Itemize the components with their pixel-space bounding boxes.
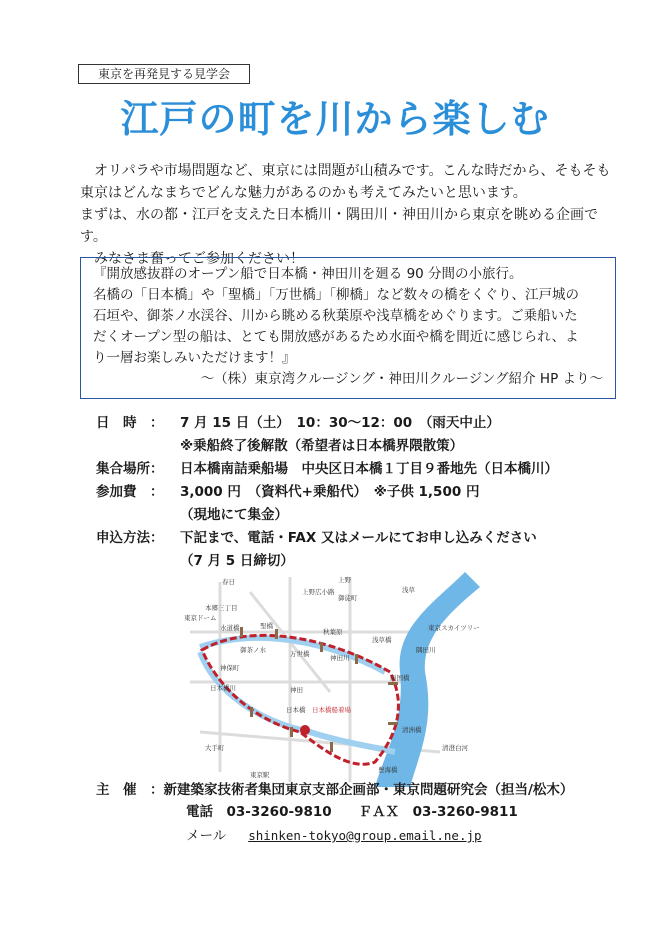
map-label-kanda: 神田 [290,686,303,694]
apply-value: 下記まで、電話・FAX 又はメールにてお申し込みください [180,530,537,546]
map-label-nihonbashi-river: 日本橋川 [210,684,236,692]
date-note: ※乗船終了後解散（希望者は日本橋界隈散策） [180,438,464,454]
contact-phone-fax: 電話 03-3260-9810 ＦＡＸ 03-3260-9811 [186,804,518,820]
organizer-value: 新建築家技術者集団東京支部企画部・東京問題研究会（担当/松木） [163,782,574,798]
map-label-ryogoku: 両国橋 [390,674,410,682]
intro-line: みなさま奮ってご参加ください！ [80,251,304,267]
quote-line: 『開放感抜群のオープン船で日本橋・神田川を廻る 90 分間の小旅行。 [93,266,523,282]
map-label-mansei: 万世橋 [290,650,310,658]
map-label-sumida-river: 隅田川 [416,646,436,654]
fee-note: （現地にて集金） [180,507,288,523]
intro-text [80,160,620,270]
map-label-hongo: 本郷三丁目 [205,604,238,612]
event-details [96,412,616,573]
organizer-label: 主 催 ： [96,782,164,798]
map-label-otemachi: 大手町 [205,744,225,752]
map-label-asakusabashi: 浅草橋 [372,636,392,644]
map-label-skytree: 東京スカイツリー [428,624,480,632]
intro-line: オリパラや市場問題など、東京には問題が山積みです。こんな時だから、そもそも [80,163,611,179]
map-label-jimbocho: 神保町 [220,664,240,672]
quote-line: だくオープン型の船は、とても開放感があるため水面や橋を間近に感じられ、よ [93,329,579,345]
apply-label: 申込方法： [96,530,164,546]
map-label-tokyo-dome: 東京ドーム [184,614,217,622]
map-label-suidobashi: 水道橋 [220,624,240,632]
map-label-ochanomizu: 御茶ノ水 [240,646,266,654]
map-label-kiyosumi: 清澄白河 [442,744,468,752]
email-label: メール [186,828,227,844]
map-label-nihonbashi: 日本橋 [286,706,306,714]
map-label-toyomi: 豊海橋 [378,766,398,774]
place-label: 集合場所： [96,461,164,477]
apply-note: （7 月 5 日締切） [180,553,294,569]
map-label-kanda-river: 神田川 [330,654,350,662]
place-value: 日本橋南詰乗船場 中央区日本橋１丁目９番地先（日本橋川） [180,461,558,477]
quote-source: ～（株）東京湾クルージング・神田川クルージング紹介 HP より～ [200,371,603,387]
organizer-row [96,778,636,798]
map-label-okachimachi: 御徒町 [338,594,358,602]
date-value: 7 月 15 日（土） 10：30～12：00 （雨天中止） [180,415,500,431]
map-label-ueno: 上野 [338,576,351,584]
quote-line: 名橋の「日本橋」や「聖橋」「万世橋」「柳橋」など数々の橋をくぐり、江戸城の [93,287,579,303]
map-label-pier: 日本橋船着場 [312,706,351,714]
map-label-hijiribashi: 聖橋 [260,622,273,630]
map-label-akihabara: 秋葉原 [323,628,343,636]
pier-marker [300,725,310,735]
email-link[interactable]: shinken-tokyo@group.email.ne.jp [248,828,482,843]
map-label-ueno-hirokoji: 上野広小路 [302,588,335,596]
fee-label: 参加費 ： [96,484,164,500]
series-tag: 東京を再発見する見学会 [78,64,250,84]
quote-box [80,257,616,399]
map-label-tokyo-station: 東京駅 [250,771,270,779]
page-title: 江戸の町を川から楽しむ [120,97,550,141]
quote-line: 石垣や、御茶ノ水渓谷、川から眺める秋葉原や浅草橋をめぐります。ご乗船いた [93,308,578,324]
email-row [186,824,482,844]
intro-line: 東京はどんなまちでどんな魅力があるのかも考えてみたいと思います。 [80,185,527,201]
fee-value: 3,000 円 （資料代+乗船代） ※子供 1,500 円 [180,484,480,500]
intro-line: まずは、水の都・江戸を支えた日本橋川・隅田川・神田川から東京を眺める企画です。 [80,207,598,245]
route-map [180,572,480,787]
quote-line: り一層お楽しみいただけます！』 [93,350,296,366]
map-label-kasuga: 春日 [222,578,235,586]
map-label-kiyosu: 清洲橋 [402,726,422,734]
map-label-asakusa: 浅草 [402,586,415,594]
date-label: 日 時 ： [96,415,164,431]
